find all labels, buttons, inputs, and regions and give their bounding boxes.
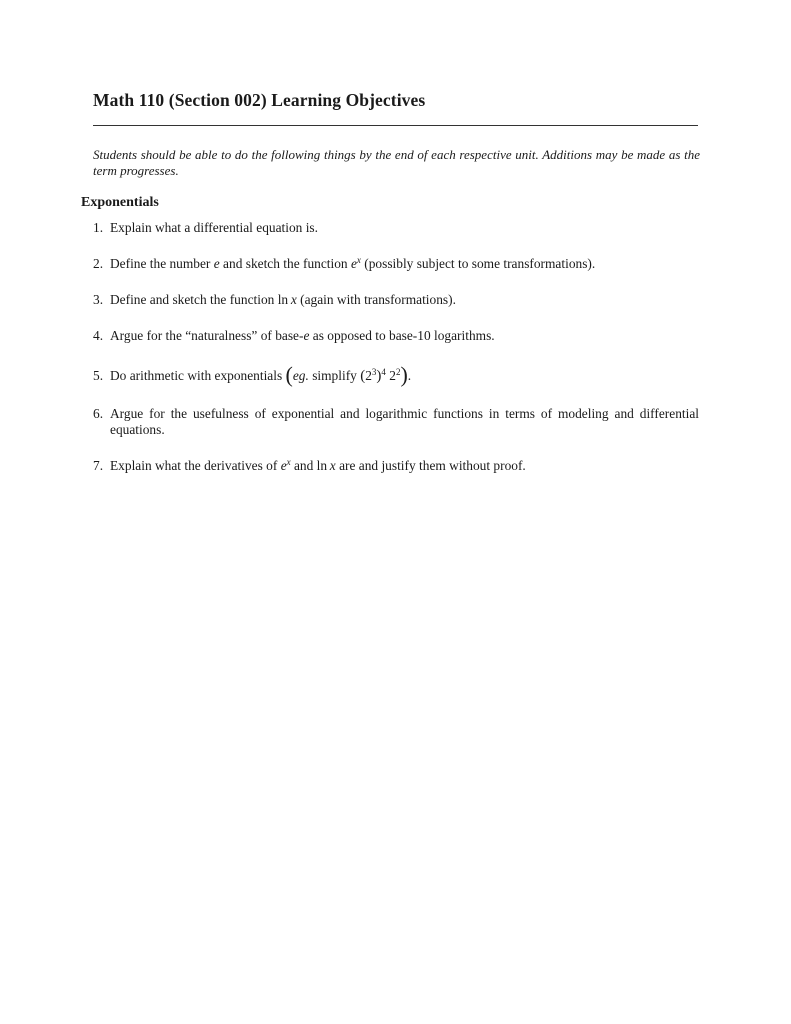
list-item [93, 220, 699, 236]
list-item [93, 362, 699, 387]
intro-paragraph: Students should be able to do the following things by the end of each respective unit. Additions may be made as the term progresses. [93, 147, 700, 178]
item-number: 2. [93, 256, 104, 271]
item-number: 6. [93, 406, 104, 421]
list-item [93, 458, 699, 474]
item-text: Explain what a differential equation is. [110, 220, 318, 235]
item-text: Argue for the “naturalness” of base-e as opposed to base-10 logarithms. [110, 328, 495, 343]
item-number: 1. [93, 220, 104, 235]
item-number: 3. [93, 292, 104, 307]
section-heading: Exponentials [81, 195, 159, 210]
item-text: Define and sketch the function ln x (again with transformations). [110, 292, 456, 307]
item-number: 5. [93, 368, 104, 383]
list-item [93, 292, 699, 308]
list-item [93, 406, 699, 438]
item-number: 4. [93, 328, 104, 343]
item-text: Do arithmetic with exponentials (eg. simplify $(2^3)^4$ $2^2$). [110, 362, 412, 387]
item-text: Define the number e and sketch the function $e^x$ (possibly subject to some transformations). [110, 255, 596, 271]
list-item [93, 256, 699, 272]
item-text: Argue for the usefulness of exponential and logarithmic functions in terms of modeling and differential equations. [110, 406, 699, 437]
page-title: Math 110 (Section 002) Learning Objectives [93, 90, 426, 110]
title-divider [93, 125, 698, 126]
item-text: Explain what the derivatives of $e^x$ and ln x are and justify them without proof. [110, 457, 526, 473]
list-item [93, 328, 699, 344]
item-number: 7. [93, 458, 104, 473]
